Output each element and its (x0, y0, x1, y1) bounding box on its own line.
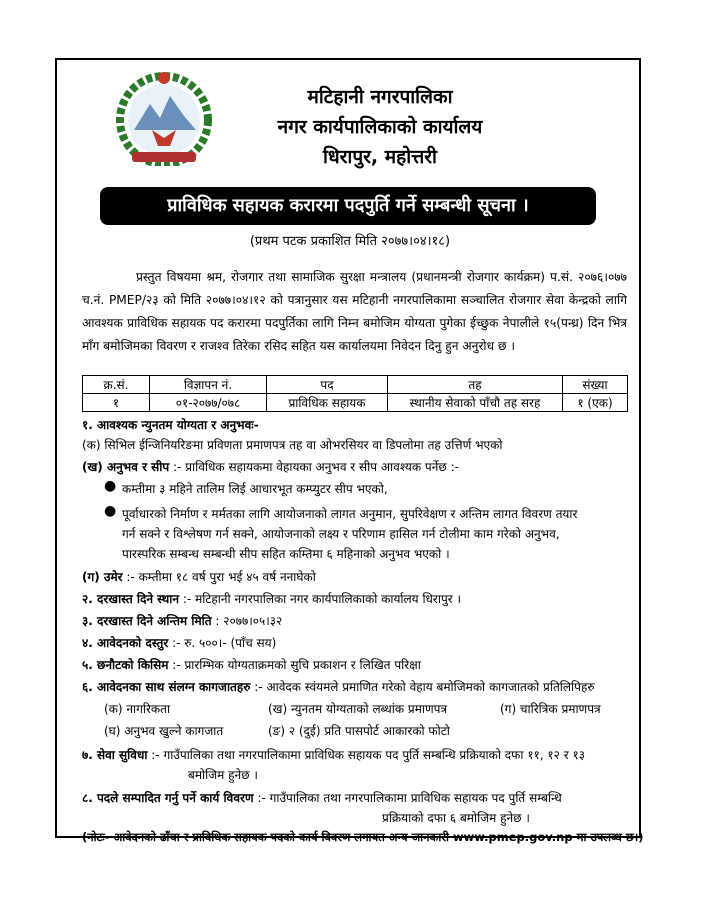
government-emblem-icon (112, 68, 216, 166)
section-3 (82, 612, 282, 629)
section-8 (82, 789, 562, 806)
section-5-label: ५. छनौटको किसिम (82, 658, 169, 672)
bullet-2-line-3: पारस्परिक सम्बन्ध सम्बन्धी सीप सहित कम्तिमा ६ महिनाको अनुभव भएको । (122, 547, 450, 561)
section-1-kha-label: (ख) अनुभव र सीप (82, 460, 170, 474)
office-header (225, 82, 535, 172)
section-4-label: ४. आवेदनको दस्तुर (82, 636, 169, 650)
col-header-ad-no: विज्ञापन नं. (150, 376, 267, 394)
table-header-row (83, 376, 628, 394)
bullet-1-text: कम्तीमा ३ महिने तालिम लिई आधारभूत कम्प्युटर सीप भएको, (122, 482, 388, 496)
office-name: नगर कार्यपालिकाको कार्यालय (277, 116, 483, 138)
section-6-text: :- आवेदक स्वंयमले प्रमाणित गरेको वेहाय बमोजिमको कागजातको प्रतिलिपिहरु (250, 680, 595, 694)
section-5-text: :- प्रारम्भिक योग्यताक्रमको सुचि प्रकाशन र लिखित परिक्षा (168, 658, 421, 672)
section-1-kha-text: :- प्राविधिक सहायकमा वेहायका अनुभव र सीप आवश्यक पर्नेछ :- (169, 460, 459, 474)
bullet-2-line-2: गर्न सक्ने र विश्लेषण गर्न सक्ने, आयोजनाको लक्ष्य र परिणाम हासिल गर्न टोलीमा काम गरेको अनुभव, (122, 527, 560, 541)
doc-item-kha: (ख) न्युनतम योग्यताको लब्धांक प्रमाणपत्र (268, 702, 448, 716)
col-header-level: तह (388, 376, 563, 394)
cell-ad-no: ०१-२०७७/०७८ (150, 394, 267, 412)
doc-item-ga: (ग) चारित्रिक प्रमाणपत्र (500, 702, 601, 716)
bullet-icon: ● (104, 478, 117, 494)
footer-note: (नोटः- आवेदनको ढाँचा र प्राविधिक सहायक पदको कार्य विवरण लगायत अन्य जानकारी www.pmep.gov.np मा उपलब्ध छ।) (82, 830, 644, 844)
section-7-label: ७. सेवा सुविधा (82, 748, 148, 762)
doc-item-gha: (घ) अनुभव खुल्ने कागजात (104, 724, 224, 738)
publication-date: (प्रथम पटक प्रकाशित मिति २०७७।०४।१८) (249, 234, 451, 249)
col-header-count: संख्या (563, 376, 628, 394)
office-address: धिरापुर, महोत्तरी (323, 146, 437, 168)
bullet-2-line-1: पूर्वाधारको निर्माण र मर्मतका लागि आयोजनाको लागत अनुमान, सुपरिवेक्षण र अन्तिम लागत विवरण तयार (122, 507, 578, 521)
section-1-ga-label: (ग) उमेर (82, 570, 123, 584)
intro-paragraph (82, 266, 627, 358)
section-8-text: :- गाउँपालिका तथा नगरपालिकामा प्राविधिक सहायक पद पुर्ति सम्बन्धि (253, 791, 562, 805)
section-3-text: : २०७७।०५।३२ (211, 614, 283, 628)
section-5 (82, 656, 421, 673)
cell-level: स्थानीय सेवाको पाँचौ तह सरह (388, 394, 563, 412)
section-8-text-2: प्रक्रियाको दफा ६ बमोजिम हुनेछ । (382, 811, 530, 825)
section-8-label: ८. पदले सम्पादित गर्नु पर्ने कार्य विवरण (82, 791, 254, 805)
bullet-icon: ● (104, 503, 117, 519)
section-4 (82, 634, 276, 651)
section-6 (82, 678, 595, 695)
cell-count: १ (एक) (563, 394, 628, 412)
section-2-text: :- मटिहानी नगरपालिका नगर कार्यपालिकाको कार्यालय धिरापुर । (179, 592, 462, 606)
section-7-text: :- गाउँपालिका तथा नगरपालिकामा प्राविधिक सहायक पद पुर्ति सम्बन्धि प्रक्रियाको दफा ११, १२ र १३ (147, 748, 585, 762)
notice-title-banner: प्राविधिक सहायक करारमा पदपुर्ति गर्ने सम्बन्धी सूचना । (100, 187, 596, 225)
section-7 (82, 746, 585, 763)
table-row (83, 394, 628, 412)
section-7-text-2: बमोजिम हुनेछ । (188, 768, 258, 782)
vacancy-table (82, 375, 628, 412)
intro-text: प्रस्तुत विषयमा श्रम, रोजगार तथा सामाजिक सुरक्षा मन्त्रालय (प्रधानमन्त्री रोजगार कार्यक्रम) प.सं. २०७६।०७७ च.नं. PMEP/२३ को मिति २०७७।०४।१२ को पत्रानुसार यस मटिहानी नगरपालिकामा सञ्चालित रोजगार सेवा केन्द्रको लागि आवश्यक प्राविधिक सहायक पद करारमा पदपुर्तिका लागि निम्न बमोजिम योग्यता पुगेका ईच्छुक नेपालीले १५(पन्ध्र) दिन भित्र माँग बमोजिमका विवरण र राजश्व तिरेका रसिद सहित यस कार्यालयमा निवेदन दिनु हुन अनुरोध छ । (82, 270, 627, 353)
section-3-label: ३. दरखास्त दिने अन्तिम मिति (82, 614, 212, 628)
section-1-ka: (क) सिभिल ईन्जिनियरिङमा प्रविणता प्रमाणपत्र तह वा ओभरसियर वा डिपलोमा तह उत्तिर्ण भएको (82, 438, 503, 452)
cell-sn: १ (83, 394, 150, 412)
section-1-kha (82, 458, 459, 475)
section-2-label: २. दरखास्त दिने स्थान (82, 592, 180, 606)
doc-item-ka: (क) नागरिकता (104, 702, 171, 716)
doc-item-nga: (ङ) २ (दुई) प्रति पासपोर्ट आकारको फोटो (268, 724, 450, 738)
section-4-text: :- रु. ५००।- (पाँच सय) (168, 636, 277, 650)
section-6-label: ६. आवेदनका साथ संलग्न कागजातहरु (82, 680, 251, 694)
section-1-title: १. आवश्यक न्युनतम योग्यता र अनुभवः- (82, 418, 259, 432)
section-1-ga-text: :- कम्तीमा १८ वर्ष पुरा भई ४५ वर्ष ननाघेको (122, 570, 316, 584)
section-2 (82, 590, 461, 607)
municipality-name: मटिहानी नगरपालिका (307, 86, 453, 108)
cell-post: प्राविधिक सहायक (267, 394, 388, 412)
col-header-post: पद (267, 376, 388, 394)
col-header-sn: क्र.सं. (83, 376, 150, 394)
section-1-ga (82, 568, 316, 585)
